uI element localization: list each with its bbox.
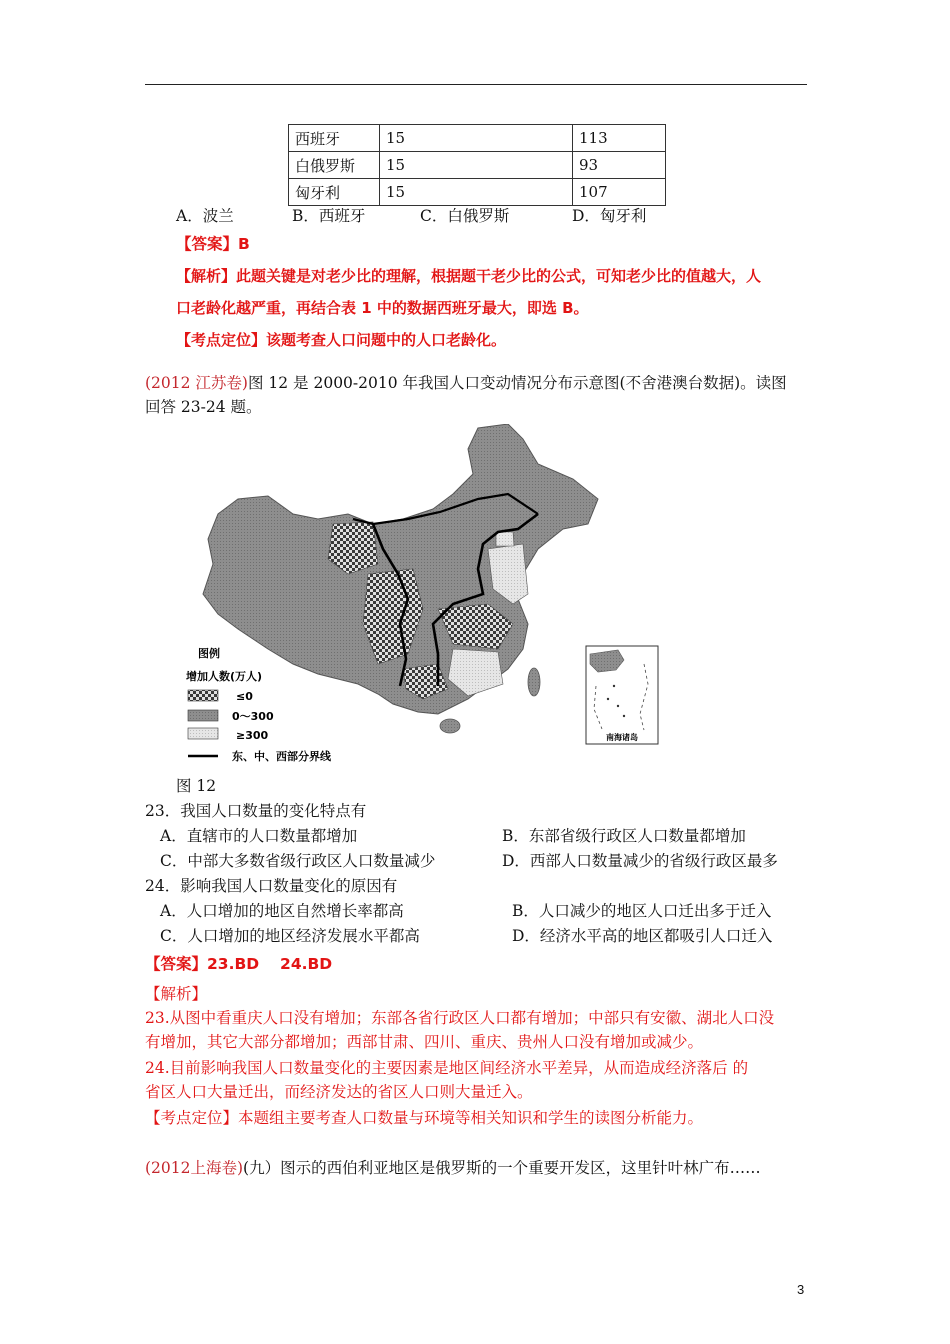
figure-caption: 图 12 [176,777,217,795]
q23-stem: 23．我国人口数量的变化特点有 [145,802,367,820]
analysis-23-line: 有增加，其它大部分都增加；西部甘肃、四川、重庆、贵州人口没有增加或减少。 [145,1033,704,1051]
analysis-line: 口老龄化越严重，再结合表 1 中的数据西班牙最大，即选 B。 [176,299,589,317]
legend-title: 图例 [198,647,220,660]
analysis-line: 【解析】此题关键是对老少比的理解，根据题干老少比的公式，可知老少比的值越大，人 [176,267,762,285]
locate-line-2: 【考点定位】本题组主要考查人口数量与环境等相关知识和学生的读图分析能力。 [145,1109,704,1127]
region-increase-large [496,532,514,546]
option-b: B．西班牙 [292,207,366,225]
data-table [288,124,666,206]
hainan-island [440,719,460,733]
legend-label: ≥300 [236,729,269,742]
next-question-line: (2012上海卷)(九）图示的西伯利亚地区是俄罗斯的一个重要开发区，这里针叶林广布…… [145,1159,761,1177]
header-rule [145,84,807,85]
legend-label: 0～300 [232,710,274,723]
q24-stem: 24．影响我国人口数量变化的原因有 [145,877,398,895]
taiwan-island [528,668,540,696]
option-a: A．波兰 [176,207,234,225]
answer-line-2: 【答案】23.BD 24.BD [145,955,333,973]
answer-line: 【答案】B [176,235,250,253]
legend-swatch-mid [188,710,218,721]
q23-option-b: B．东部省级行政区人口数量都增加 [502,827,746,845]
intro-line: 回答 23-24 题。 [145,398,262,416]
inset-label: 南海诸岛 [606,733,638,742]
legend-label: ≤0 [236,690,253,703]
legend-subtitle: 增加人数(万人) [186,670,263,683]
q23-option-d: D．西部人口数量减少的省级行政区最多 [502,852,778,870]
q24-option-c: C．人口增加的地区经济发展水平都高 [160,927,420,945]
q24-option-a: A．人口增加的地区自然增长率都高 [160,902,404,920]
source-tag: (2012上海卷) [145,1159,244,1177]
q23-option-a: A．直辖市的人口数量都增加 [160,827,358,845]
intro-line: (2012 江苏卷)图 12 是 2000-2010 年我国人口变动情况分布示意图(不舍港澳台数据)。读图 [145,374,787,392]
table-row: 西班牙 15 113 [289,125,666,152]
analysis-label: 【解析】 [145,985,208,1003]
option-c: C．白俄罗斯 [420,207,510,225]
table-row: 白俄罗斯 15 93 [289,152,666,179]
analysis-24-line: 省区人口大量迁出，而经济发达的省区人口则大量迁入。 [145,1083,533,1101]
population-change-map [178,424,662,770]
q24-option-d: D．经济水平高的地区都吸引人口迁入 [512,927,773,945]
locate-line: 【考点定位】该题考查人口问题中的人口老龄化。 [176,331,507,349]
analysis-24-line: 24.目前影响我国人口数量变化的主要因素是地区间经济水平差异，从而造成经济落后 的 [145,1059,749,1077]
table-row: 匈牙利 15 107 [289,179,666,206]
option-d: D．匈牙利 [572,207,647,225]
q23-option-c: C．中部大多数省级行政区人口数量减少 [160,852,436,870]
legend-label: 东、中、西部分界线 [232,750,331,763]
q24-option-b: B．人口减少的地区人口迁出多于迁入 [512,902,772,920]
legend-swatch-decrease [188,690,218,701]
page-number: 3 [797,1282,805,1297]
analysis-23-line: 23.从图中看重庆人口没有增加；东部各省行政区人口都有增加；中部只有安徽、湖北人口没 [145,1009,775,1027]
source-tag: (2012 江苏卷) [145,374,248,392]
legend-swatch-light [188,728,218,739]
